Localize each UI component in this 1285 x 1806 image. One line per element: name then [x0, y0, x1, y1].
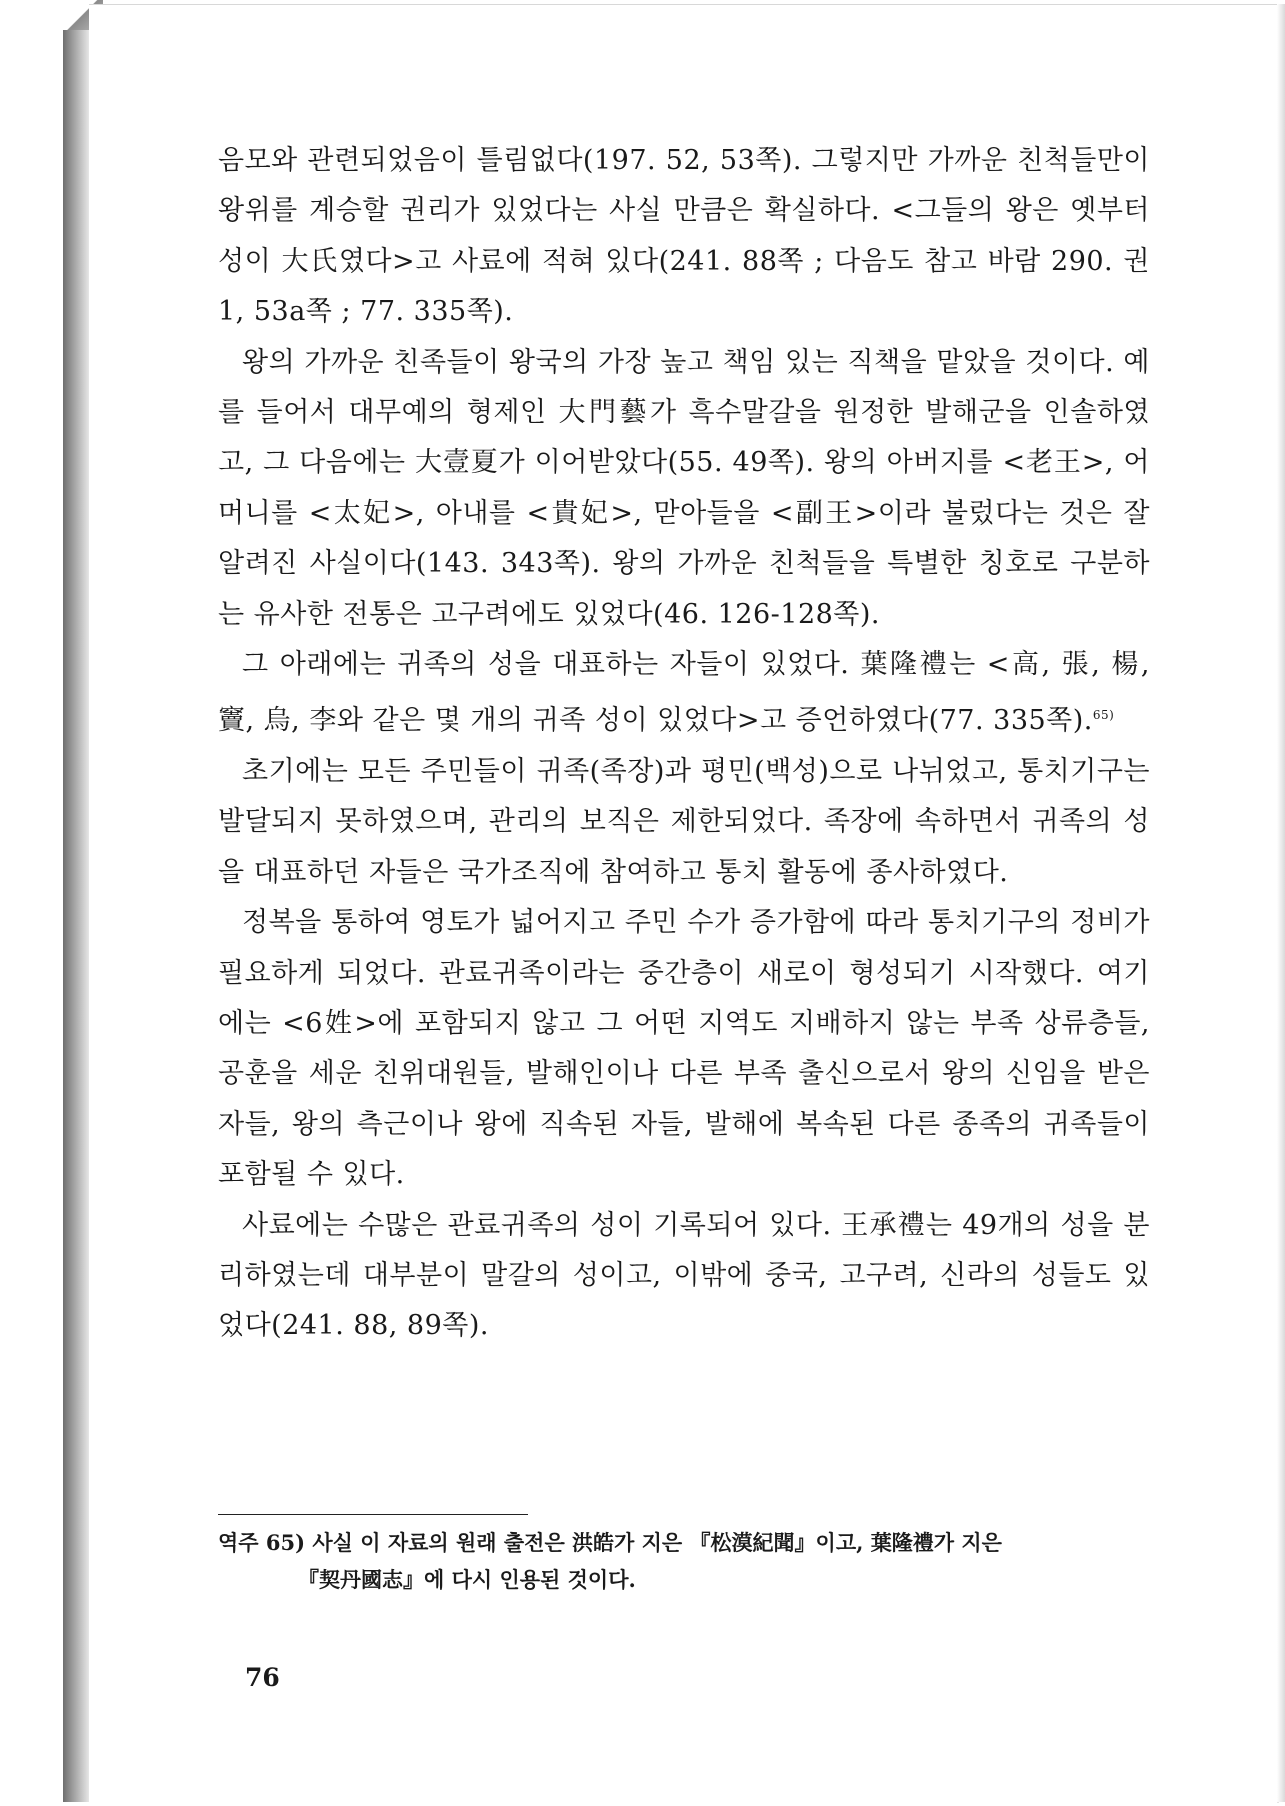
paragraph-1: 음모와 관련되었음이 틀림없다(197. 52, 53쪽). 그렇지만 가까운 친척들만이 왕위를 계승할 권리가 있었다는 사실 만큼은 확실하다. <그들의 왕은 옛부터 성이 大氏였다>고 사료에 적혀 있다(241. 88쪽 ; 다음도 참고 바람 290. 권1, 53a쪽 ; 77. 335쪽). — [218, 145, 1150, 328]
paragraph-2: 왕의 가까운 친족들이 왕국의 가장 높고 책임 있는 직책을 맡았을 것이다. 예를 들어서 대무예의 형제인 大門藝가 흑수말갈을 원정한 발해군을 인솔하였고, 그 다음에는 大壹夏가 이어받았다(55. 49쪽). 왕의 아버지를 <老王>, 어머니를 <太妃>, 아내를 <貴妃>, 맏아들을 <副王>이라 불렀다는 것은 잘 알려진 사실이다(143. 343쪽). 왕의 가까운 친척들을 특별한 칭호로 구분하는 유사한 전통은 고구려에도 있었다(46. 126-128쪽). — [218, 346, 1150, 630]
footnote-reference: 65) — [1092, 708, 1115, 723]
footnote-line-2: 『契丹國志』에 다시 인용된 것이다. — [298, 1567, 636, 1592]
footnote — [218, 1524, 1150, 1598]
page-right-shadow — [1277, 4, 1285, 1802]
footnote-divider — [218, 1514, 528, 1515]
paragraph-4: 초기에는 모든 주민들이 귀족(족장)과 평민(백성)으로 나뉘었고, 통치기구는 발달되지 못하였으며, 관리의 보직은 제한되었다. 족장에 속하면서 귀족의 성을 대표하던 자들은 국가조직에 참여하고 통치 활동에 종사하였다. — [218, 755, 1150, 888]
paragraph-5: 정복을 통하여 영토가 넓어지고 주민 수가 증가함에 따라 통치기구의 정비가 필요하게 되었다. 관료귀족이라는 중간층이 새로이 형성되기 시작했다. 여기에는 <6姓>에 포함되지 않고 그 어떤 지역도 지배하지 않는 부족 상류층들, 공훈을 세운 친위대원들, 발해인이나 다른 부족 출신으로서 왕의 신임을 받은 자들, 왕의 측근이나 왕에 직속된 자들, 발해에 복속된 다른 종족의 귀족들이 포함될 수 있다. — [218, 907, 1150, 1191]
paragraph-6: 사료에는 수많은 관료귀족의 성이 기록되어 있다. 王承禮는 49개의 성을 분리하였는데 대부분이 말갈의 성이고, 이밖에 중국, 고구려, 신라의 성들도 있었다(241. 88, 89쪽). — [218, 1209, 1150, 1342]
paragraph-3 — [218, 640, 1150, 747]
page-number: 76 — [245, 1663, 280, 1692]
footnote-line-1: 역주 65) 사실 이 자료의 원래 출전은 洪皓가 지은 『松漠紀聞』이고, 葉隆禮가 지은 — [218, 1530, 1002, 1555]
paragraph-3-text: 그 아래에는 귀족의 성을 대표하는 자들이 있었다. 葉隆禮는 <高, 張, 楊, 竇, 烏, 李와 같은 몇 개의 귀족 성이 있었다>고 증언하였다(77. 335쪽). — [218, 649, 1150, 737]
body-text — [218, 136, 1150, 1352]
page-stack-edge — [63, 4, 89, 1802]
